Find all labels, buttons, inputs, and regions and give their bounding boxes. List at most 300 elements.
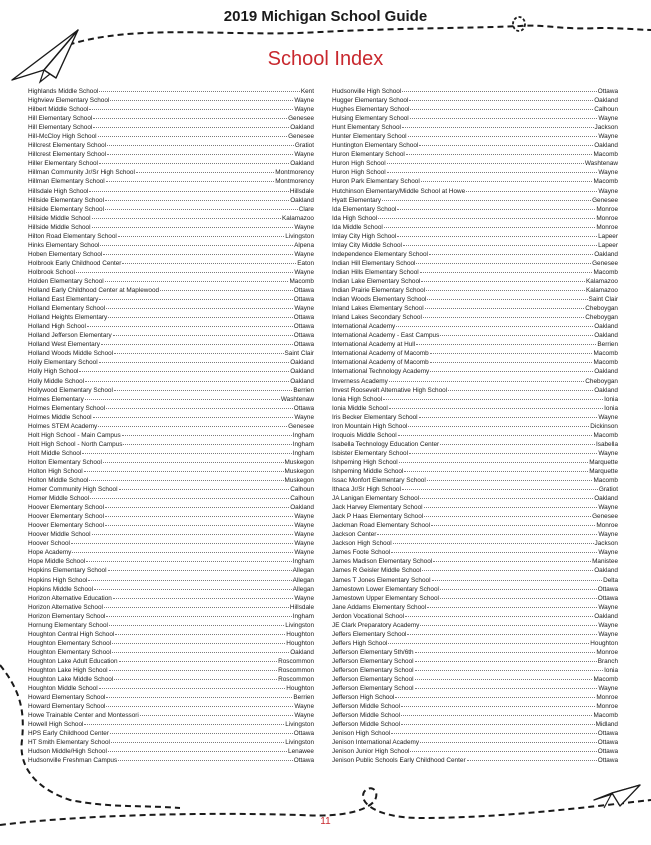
dot-leader <box>105 195 289 201</box>
dot-leader <box>403 240 597 246</box>
index-entry <box>332 366 618 375</box>
index-entry <box>332 113 618 122</box>
county-name: Wayne <box>598 603 618 611</box>
county-name: Macomb <box>593 477 618 485</box>
dot-leader <box>112 638 285 644</box>
county-name: Roscommon <box>278 657 314 665</box>
county-name: Wayne <box>294 594 314 602</box>
index-entry <box>332 321 618 330</box>
county-name: Oakland <box>594 495 618 503</box>
county-name: Wayne <box>598 504 618 512</box>
school-name: JA Lanigan Elementary School <box>332 495 420 503</box>
dot-leader <box>93 122 289 128</box>
index-entry <box>28 421 314 430</box>
dot-leader <box>105 520 293 526</box>
school-name: James T Jones Elementary School <box>332 576 431 584</box>
county-name: Midland <box>595 721 618 729</box>
index-entry <box>28 167 314 176</box>
index-entry <box>28 158 314 167</box>
county-name: Wayne <box>598 531 618 539</box>
dot-leader <box>420 267 593 273</box>
county-name: Berrien <box>293 694 314 702</box>
school-name: Howe Trainable Center and Montessori <box>28 712 139 720</box>
county-name: Wayne <box>598 621 618 629</box>
index-entry <box>332 213 618 222</box>
school-name: Iroquois Middle School <box>332 431 397 439</box>
school-name: Huron Elementary School <box>332 151 405 159</box>
school-name: Ishpeming High School <box>332 458 398 466</box>
county-name: Oakland <box>290 359 314 367</box>
school-name: Inland Lakes Elementary School <box>332 305 424 313</box>
school-name: Holton Elementary School <box>28 458 102 466</box>
dot-leader <box>89 475 283 481</box>
county-name: Houghton <box>590 639 618 647</box>
county-name: Marquette <box>589 467 618 475</box>
school-name: International Technology Academy <box>332 368 430 376</box>
school-name: Hope Academy <box>28 549 72 557</box>
dot-leader <box>420 620 597 626</box>
dot-leader <box>410 104 593 110</box>
school-name: Hulsing Elementary School <box>332 115 409 123</box>
index-entry <box>28 294 314 303</box>
dot-leader <box>106 303 293 309</box>
dot-leader <box>112 647 289 653</box>
county-name: Genesee <box>288 115 314 123</box>
dot-leader <box>388 638 589 644</box>
county-name: Livingston <box>285 232 314 240</box>
dot-leader <box>105 502 289 508</box>
dot-leader <box>114 348 283 354</box>
index-entry <box>332 140 618 149</box>
school-name: Hoover Elementary School <box>28 504 105 512</box>
dot-leader <box>85 394 280 400</box>
dot-leader <box>101 339 293 345</box>
dot-leader <box>423 312 584 318</box>
index-entry <box>332 575 618 584</box>
index-entry <box>28 213 314 222</box>
county-name: Oakland <box>290 196 314 204</box>
index-entry <box>28 692 314 701</box>
dot-leader <box>415 647 596 653</box>
school-name: Jefferson Middle School <box>332 721 401 729</box>
dot-leader <box>426 285 585 291</box>
school-name: James Foote School <box>332 549 391 557</box>
index-entry <box>28 403 314 412</box>
dot-leader <box>407 629 597 635</box>
index-entry <box>332 95 618 104</box>
school-name: International Academy <box>332 323 396 331</box>
county-name: Wayne <box>294 712 314 720</box>
dot-leader <box>402 86 596 92</box>
school-name: Houghton Central High School <box>28 630 115 638</box>
school-name: Indian Hills Elementary School <box>332 268 419 276</box>
school-name: Hinks Elementary School <box>28 241 100 249</box>
dot-leader <box>99 683 286 689</box>
school-name: Indian Hill Elementary School <box>332 259 416 267</box>
dot-leader <box>109 620 284 626</box>
dot-leader <box>420 737 597 743</box>
school-name: Jane Addams Elementary School <box>332 603 427 611</box>
school-name: Isbister Elementary School <box>332 449 409 457</box>
county-name: Wayne <box>294 106 314 114</box>
dot-leader <box>105 204 298 210</box>
county-name: Calhoun <box>594 106 618 114</box>
county-name: Wayne <box>294 549 314 557</box>
county-name: Gratiot <box>598 486 618 494</box>
dot-leader <box>415 683 598 689</box>
county-name: Monroe <box>596 648 618 656</box>
index-entry <box>332 511 618 520</box>
county-name: Oakland <box>594 612 618 620</box>
dot-leader <box>427 475 593 481</box>
index-entry <box>28 240 314 249</box>
county-name: Ottawa <box>597 730 618 738</box>
index-entry <box>332 746 618 755</box>
dot-leader <box>98 421 287 427</box>
dot-leader <box>72 547 293 553</box>
dot-leader <box>104 602 289 608</box>
school-name: Holmes STEM Academy <box>28 422 98 430</box>
school-name: Hugger Elementary School <box>332 97 409 105</box>
school-name: Holland Jefferson Elementary <box>28 332 112 340</box>
county-name: Monroe <box>596 223 618 231</box>
index-entry <box>28 249 314 258</box>
county-name: Calhoun <box>290 495 314 503</box>
school-name: Holt Middle School <box>28 449 82 457</box>
dot-leader <box>402 484 598 490</box>
county-name: Macomb <box>593 359 618 367</box>
index-entry <box>332 222 618 231</box>
county-name: Ottawa <box>293 341 314 349</box>
index-entry <box>332 466 618 475</box>
dot-leader <box>103 457 284 463</box>
index-entry <box>28 140 314 149</box>
index-entry <box>332 149 618 158</box>
index-column-left <box>28 86 314 765</box>
school-name: HT Smith Elementary School <box>28 739 110 747</box>
school-name: Huron High School <box>332 160 386 168</box>
county-name: Macomb <box>593 431 618 439</box>
index-entry <box>332 737 618 746</box>
county-name: Wayne <box>294 513 314 521</box>
dot-leader <box>84 466 284 472</box>
index-entry <box>332 357 618 366</box>
county-name: Roscommon <box>278 667 314 674</box>
county-name: Macomb <box>593 178 618 186</box>
dot-leader <box>123 439 291 445</box>
school-name: Horizon Alternative Education <box>28 594 112 602</box>
index-entry <box>332 439 618 448</box>
dot-leader <box>466 186 597 192</box>
county-name: Ottawa <box>597 748 618 756</box>
school-name: Hillside Elementary School <box>28 205 105 213</box>
dot-leader <box>111 737 284 743</box>
county-name: Wayne <box>294 250 314 258</box>
index-entry <box>332 728 618 737</box>
index-entry <box>28 529 314 538</box>
index-entry <box>332 86 618 95</box>
school-name: Holton High School <box>28 467 83 475</box>
dot-leader <box>105 276 289 282</box>
county-name: Oakland <box>290 160 314 168</box>
school-name: International Academy of Macomb <box>332 359 429 367</box>
dot-leader <box>440 593 597 599</box>
county-name: Berrien <box>597 341 618 349</box>
index-entry <box>332 710 618 719</box>
school-name: Houghton Lake Middle School <box>28 676 114 684</box>
school-name: Jackson High School <box>332 540 392 548</box>
school-name: JE Clark Preparatory Academy <box>332 621 420 629</box>
dot-leader <box>401 719 595 725</box>
dot-leader <box>427 294 587 300</box>
county-name: Jackson <box>594 124 618 132</box>
dot-leader <box>430 348 593 354</box>
index-entry <box>28 176 314 185</box>
dot-leader <box>402 122 594 128</box>
dot-leader <box>94 584 292 590</box>
school-name: International Academy at Hull <box>332 341 416 349</box>
county-name: Oakland <box>594 386 618 394</box>
dot-leader <box>106 403 293 409</box>
dot-leader <box>106 701 293 707</box>
school-name: HPS Early Childhood Center <box>28 730 109 738</box>
dot-leader <box>114 674 277 680</box>
dot-leader <box>419 412 598 418</box>
county-name: Livingston <box>285 739 314 747</box>
school-name: Holt High School - North Campus <box>28 440 123 448</box>
school-name: Hoover Middle School <box>28 531 91 539</box>
school-name: Huron High School <box>332 169 386 177</box>
dot-leader <box>405 611 593 617</box>
index-entry <box>28 357 314 366</box>
dot-leader <box>89 104 293 110</box>
dot-leader <box>108 746 287 752</box>
county-name: Manistee <box>592 558 618 566</box>
dot-leader <box>389 376 585 382</box>
county-name: Livingston <box>285 721 314 729</box>
page-number: 11 <box>320 816 331 827</box>
county-name: Ingham <box>292 449 314 457</box>
county-name: Hillsdale <box>289 187 314 195</box>
dot-leader <box>430 366 593 372</box>
county-name: Ottawa <box>293 730 314 738</box>
school-name: Holden Elementary School <box>28 277 104 285</box>
school-name: Holland Heights Elementary <box>28 314 108 322</box>
index-entry <box>332 231 618 240</box>
school-name: International Academy - East Campus <box>332 332 440 340</box>
school-name: Homer Community High School <box>28 486 118 494</box>
county-name: Wayne <box>598 685 618 693</box>
index-entry <box>332 385 618 394</box>
dot-leader <box>107 140 294 146</box>
index-entry <box>28 376 314 385</box>
school-name: Highlands Middle School <box>28 88 99 95</box>
index-entry <box>332 249 618 258</box>
dot-leader <box>84 719 284 725</box>
dot-leader <box>387 158 584 164</box>
county-name: Oakland <box>290 648 314 656</box>
county-name: Ottawa <box>597 88 618 95</box>
index-entry <box>332 493 618 502</box>
dot-leader <box>122 430 292 436</box>
school-name: Hopkins Middle School <box>28 585 94 593</box>
dot-leader <box>415 656 597 662</box>
dot-leader <box>140 710 294 716</box>
school-name: Holly High School <box>28 368 79 376</box>
school-name: Hilbert Middle School <box>28 106 89 114</box>
dot-leader <box>431 520 595 526</box>
county-name: Delta <box>603 576 618 584</box>
dot-leader <box>107 149 293 155</box>
index-entry <box>332 547 618 556</box>
dot-leader <box>395 692 595 698</box>
dot-leader <box>389 403 603 409</box>
dot-leader <box>98 131 288 137</box>
index-entry <box>28 394 314 403</box>
index-entry <box>28 683 314 692</box>
index-entry <box>332 674 618 683</box>
school-name: Hill-McCloy High School <box>28 133 97 141</box>
index-entry <box>332 629 618 638</box>
index-entry <box>332 475 618 484</box>
dot-leader <box>384 222 596 228</box>
index-entry <box>332 656 618 665</box>
county-name: Ionia <box>604 395 618 403</box>
index-entry <box>28 520 314 529</box>
dot-leader <box>419 140 593 146</box>
school-name: Jefferson Elementary School <box>332 685 414 693</box>
county-name: Macomb <box>593 268 618 276</box>
school-name: Howell High School <box>28 721 84 729</box>
county-name: Ottawa <box>597 757 618 765</box>
county-name: Houghton <box>286 639 314 647</box>
dot-leader <box>415 674 593 680</box>
county-name: Gratiot <box>294 142 314 150</box>
index-entry <box>332 176 618 185</box>
dot-leader <box>410 746 596 752</box>
county-name: Oakland <box>594 250 618 258</box>
index-entry <box>332 448 618 457</box>
dot-leader <box>399 457 588 463</box>
county-name: Allegan <box>292 576 314 584</box>
index-entry <box>28 638 314 647</box>
school-name: Isabella Technology Education Center <box>332 440 440 448</box>
dot-leader <box>71 538 293 544</box>
paper-airplane-icon <box>594 785 640 808</box>
dot-leader <box>88 575 291 581</box>
county-name: Washtenaw <box>280 395 314 403</box>
index-entry <box>28 366 314 375</box>
school-name: Holt High School - Main Campus <box>28 431 121 439</box>
school-name: Jefferson High School <box>332 694 395 702</box>
school-name: Houghton Elementary School <box>28 639 112 647</box>
county-name: Oakland <box>594 323 618 331</box>
county-name: Wayne <box>294 703 314 711</box>
school-name: Holland Woods Middle School <box>28 350 114 358</box>
guide-title: 2019 Michigan School Guide <box>223 8 428 25</box>
dot-leader <box>387 167 598 173</box>
school-name: Jenison Junior High School <box>332 748 410 756</box>
dot-leader <box>425 303 585 309</box>
index-entry <box>28 385 314 394</box>
index-entry <box>28 430 314 439</box>
school-name: Hoover School <box>28 540 70 548</box>
dot-leader <box>118 231 284 237</box>
county-name: Eaton <box>297 259 314 267</box>
school-name: Jeffers Elementary School <box>332 630 407 638</box>
index-entry <box>332 258 618 267</box>
county-name: Ingham <box>292 431 314 439</box>
index-entry <box>28 575 314 584</box>
index-entry <box>332 240 618 249</box>
index-entry <box>332 421 618 430</box>
county-name: Wayne <box>598 549 618 557</box>
dot-leader <box>421 276 585 282</box>
county-name: Muskegon <box>284 467 314 475</box>
index-entry <box>28 122 314 131</box>
school-name: Ithaca Jr/Sr High School <box>332 486 401 494</box>
index-entry <box>28 656 314 665</box>
county-name: Macomb <box>593 350 618 358</box>
index-entry <box>28 602 314 611</box>
index-entry <box>28 231 314 240</box>
county-name: Saint Clair <box>588 296 618 304</box>
school-name: Ionia Middle School <box>332 404 388 412</box>
school-name: Issac Monfort Elementary School <box>332 477 426 485</box>
index-entry <box>28 746 314 755</box>
county-name: Wayne <box>294 540 314 548</box>
index-entry <box>332 683 618 692</box>
school-name: Hillside Middle School <box>28 214 91 222</box>
index-entry <box>332 267 618 276</box>
index-entry <box>332 303 618 312</box>
school-name: Holly Middle School <box>28 377 85 385</box>
school-name: Jefferson Elementary 5th/6th <box>332 648 414 656</box>
school-name: Jefferson Middle School <box>332 703 401 711</box>
index-entry <box>28 439 314 448</box>
index-entry <box>332 312 618 321</box>
county-name: Wayne <box>294 223 314 231</box>
index-entry <box>28 538 314 547</box>
school-name: Holbrook School <box>28 268 75 276</box>
dot-leader <box>110 728 293 734</box>
dot-leader <box>448 385 593 391</box>
index-entry <box>28 565 314 574</box>
index-entry <box>28 131 314 140</box>
index-entry <box>28 511 314 520</box>
dot-leader <box>99 357 290 363</box>
index-entry <box>28 321 314 330</box>
index-entry <box>332 529 618 538</box>
index-entry <box>28 737 314 746</box>
dot-leader <box>92 529 294 535</box>
county-name: Wayne <box>598 413 618 421</box>
school-name: Inland Lakes Secondary School <box>332 314 422 322</box>
county-name: Wayne <box>294 531 314 539</box>
school-name: Houghton Lake Adult Education <box>28 657 118 665</box>
county-name: Houghton <box>286 685 314 693</box>
index-entry <box>28 195 314 204</box>
county-name: Ottawa <box>293 404 314 412</box>
index-entry <box>332 339 618 348</box>
school-name: Hilton Road Elementary School <box>28 232 117 240</box>
county-name: Ionia <box>604 404 618 412</box>
county-name: Allegan <box>292 585 314 593</box>
dot-leader <box>82 448 291 454</box>
index-entry <box>332 285 618 294</box>
school-name: Hoover Elementary School <box>28 513 105 521</box>
school-name: Hollywood Elementary School <box>28 386 113 394</box>
